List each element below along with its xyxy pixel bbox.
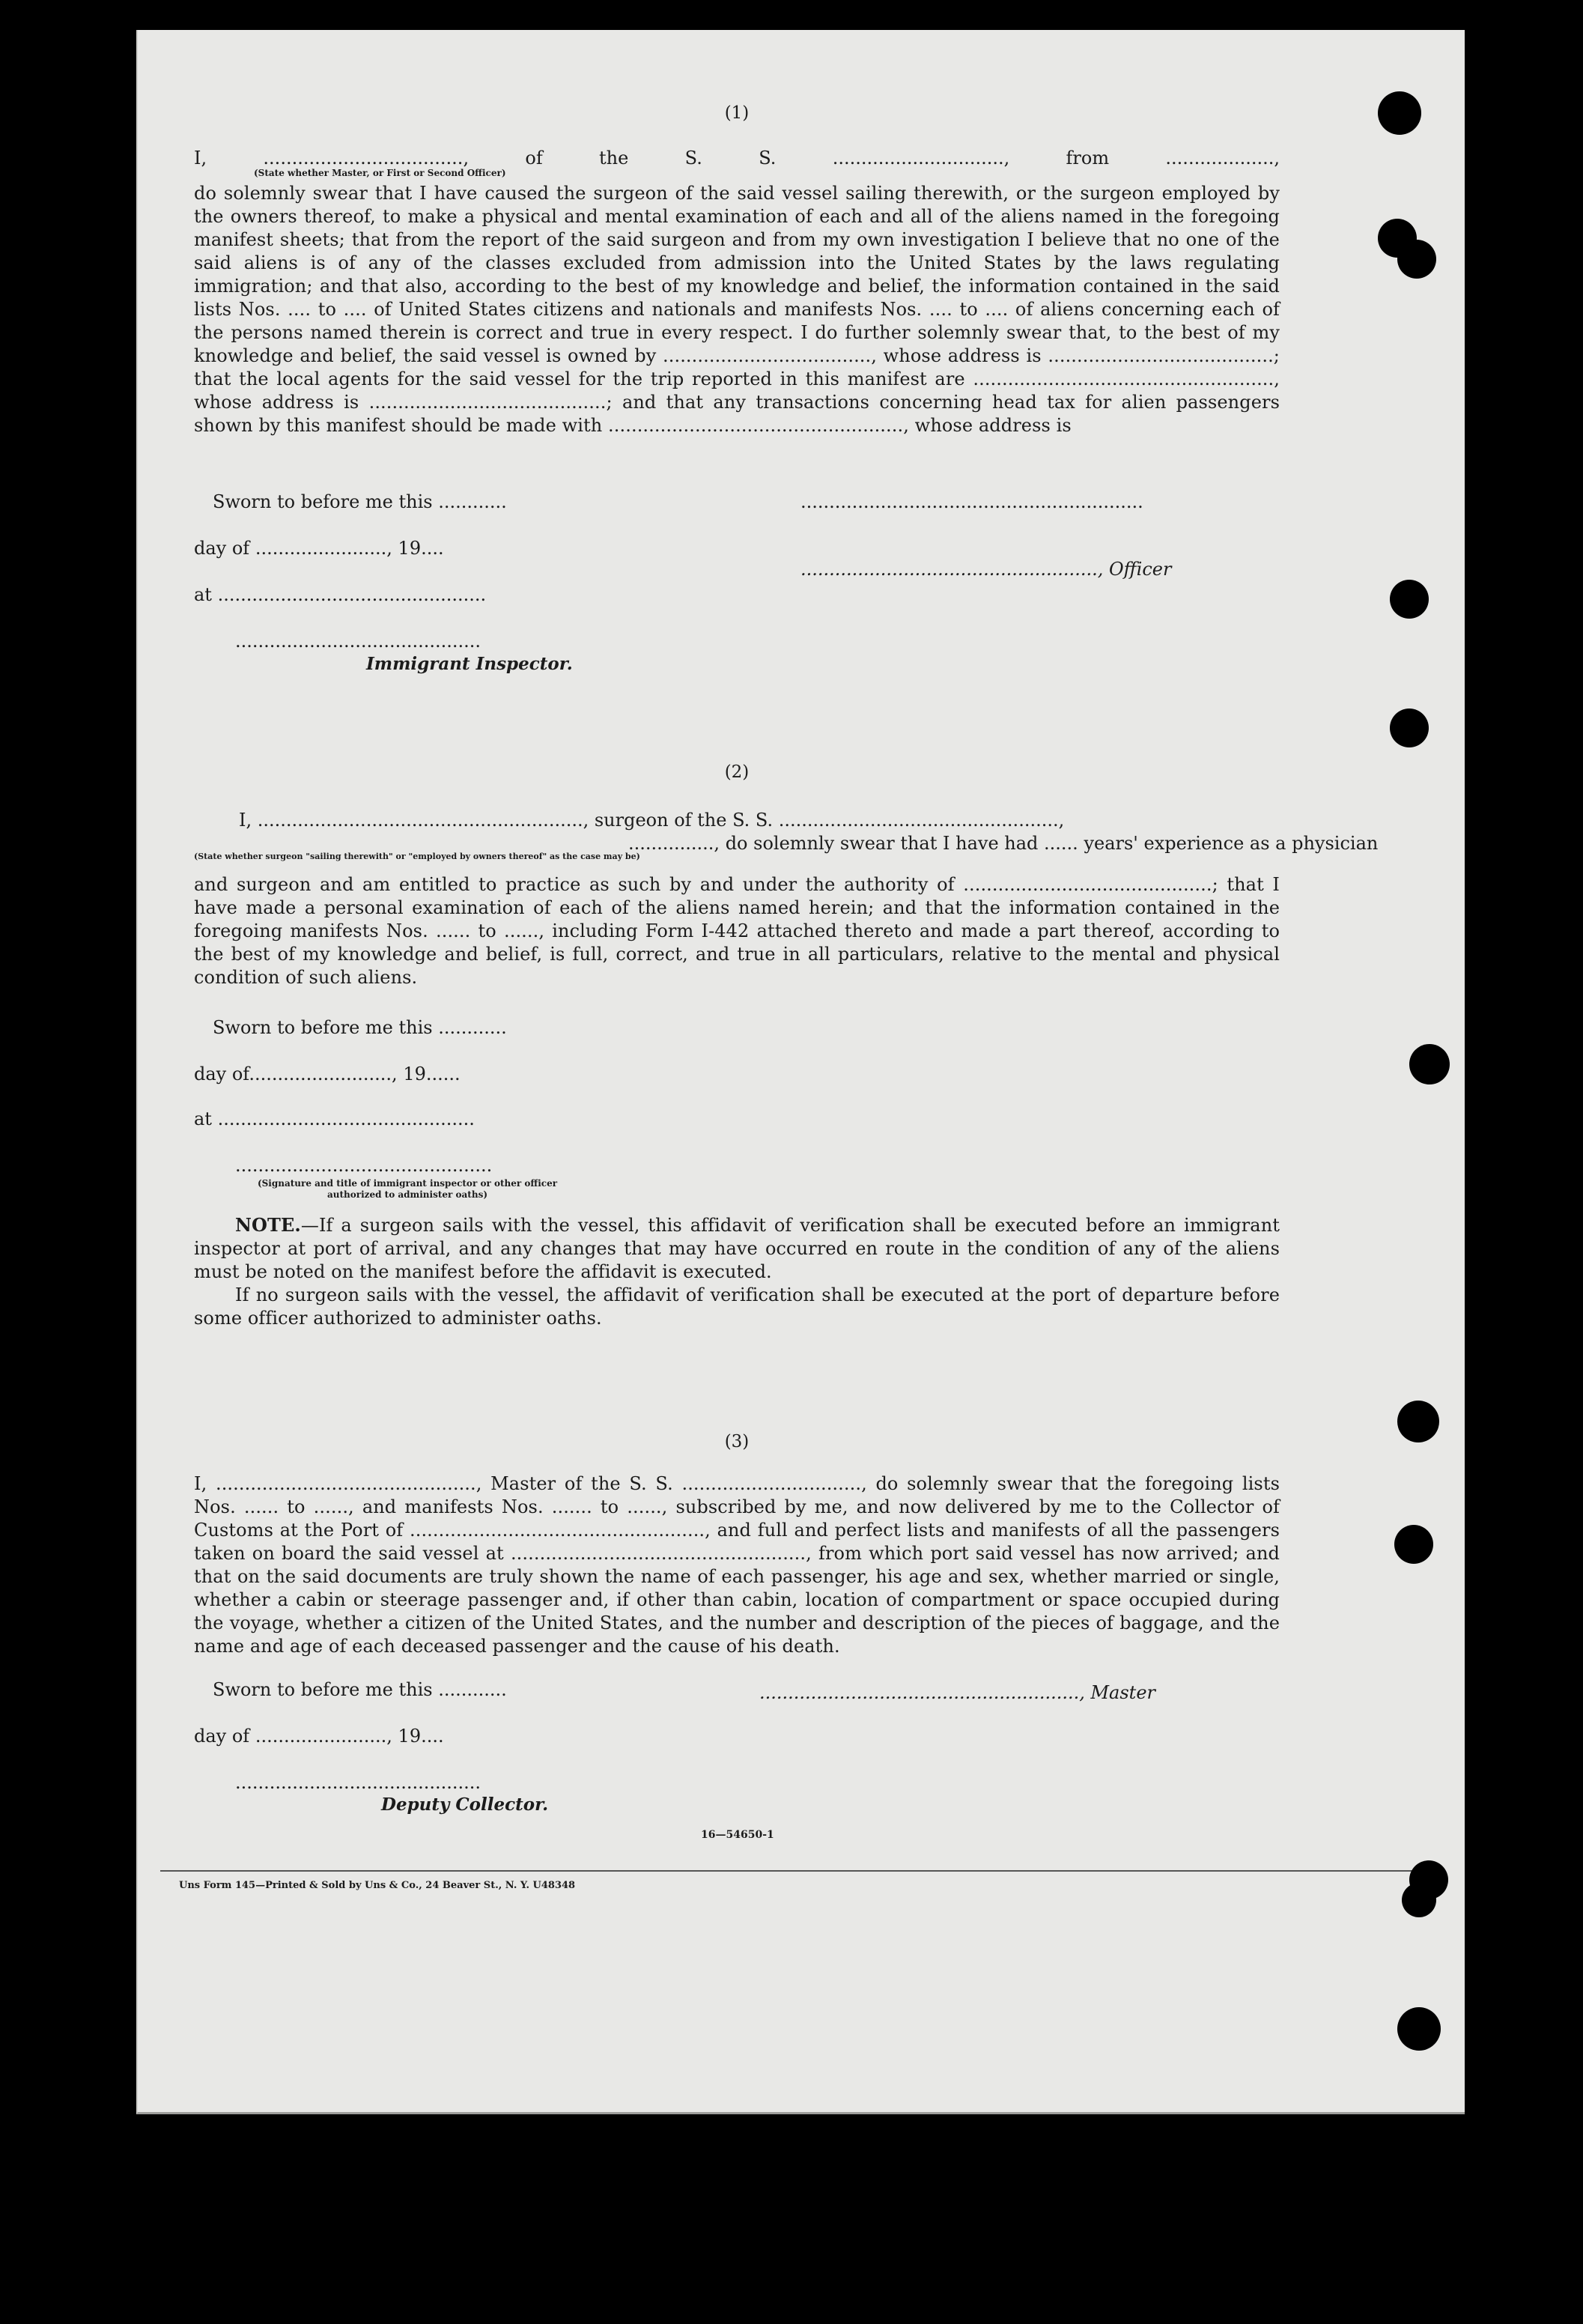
section-2-day: day of........................., 19...... <box>194 1064 461 1084</box>
punch-hole <box>1397 2007 1441 2051</box>
section-1-at: at ............................................... <box>194 584 487 605</box>
section-2-note <box>194 1213 1280 1330</box>
section-1-inspector-title: Immigrant Inspector. <box>366 654 573 674</box>
section-2-signature-line: ............................................. <box>235 1155 493 1176</box>
punch-hole <box>1397 1401 1439 1442</box>
section-3-master-line: ........................................................, Master <box>759 1682 1155 1703</box>
note-text-2: If no surgeon sails with the vessel, the affidavit of verification shall be executed at the port of departure before some officer authorized to administer oaths. <box>194 1284 1280 1329</box>
section-2-at: at ............................................. <box>194 1108 475 1129</box>
printer-footer: Uns Form 145—Printed & Sold by Uns & Co., 24 Beaver St., N. Y. U48348 <box>179 1880 576 1891</box>
punch-hole <box>1397 240 1436 279</box>
section-2-number: (2) <box>724 762 750 782</box>
section-3-oath-text: I, ............................................., Master of the S. S. ..............................., do solemnly swear that the foregoing lists Nos. ...... to ......, and manifests Nos. ....... to ......, subscribed by me, and now delivered by me to the Collector of Customs at the Port of ..................................................., and full and perfect lists and manifests of all the passengers taken on board the said vessel at ..................................................., from which port said vessel has now arrived; and that on the said documents are truly shown the name of each passenger, his age and sex, whether married or single, whether a cabin or steerage passenger and, if other than cabin, location of compartment or space occupied during the voyage, whether a citizen of the United States, and the number and description of the pieces of baggage, and the name and age of each deceased passenger and the cause of his death. <box>194 1473 1280 1657</box>
section-2-experience-line: ..............., do solemnly swear that I have had ...... years' experience as a physician <box>628 833 1379 854</box>
footer-rule <box>160 1870 1433 1872</box>
punch-hole <box>1390 709 1429 747</box>
section-3-collector-title: Deputy Collector. <box>381 1794 549 1815</box>
punch-hole <box>1402 1883 1436 1917</box>
section-1-officer-line: ...................................................., Officer <box>800 559 1172 580</box>
section-3-collector-line: ........................................... <box>235 1772 481 1793</box>
section-1-oath-text: do solemnly swear that I have caused the surgeon of the said vessel sailing therewith, or the surgeon employed by the owners thereof, to make a physical and mental examination of each and all of the aliens named in the foregoing manifest sheets; that from the report of the said surgeon and from my own investigation I believe that no one of the said aliens is of any of the classes excluded from admission into the United States by the laws regulating immigration; and that also, according to the best of my knowledge and belief, the information contained in the said lists Nos. .... to .... of United States citizens and nationals and manifests Nos. .... to .... of aliens concerning each of the persons named therein is correct and true in every respect. I do further solemnly swear that, to the best of my knowledge and belief, the said vessel is owned by ...................................., whose address is .......................................; that the local agents for the said vessel for the trip reported in this manifest are ...................................................., whose address is .........................................; and that any transactions concerning head tax for alien passengers shown by this manifest should be made with ..................................................., whose address is <box>194 183 1280 436</box>
section-3-number: (3) <box>724 1432 750 1451</box>
section-2-declarant-note: (State whether surgeon "sailing therewith" or "employed by owners thereof" as the case may be) <box>194 852 640 861</box>
section-2 <box>194 809 1379 989</box>
punch-hole <box>1378 91 1421 135</box>
section-1-inspector-line: ........................................... <box>235 631 481 652</box>
section-1-day: day of ......................., 19.... <box>194 538 444 559</box>
section-2-signature-note: (Signature and title of immigrant inspector or other officer authorized to administer oaths) <box>257 1178 558 1200</box>
punch-hole <box>1390 580 1429 619</box>
form-code: 16—54650-1 <box>701 1829 774 1841</box>
section-1-sworn: Sworn to before me this ............ <box>213 491 507 512</box>
section-1-declarant-note: (State whether Master, or First or Second Officer) <box>254 168 506 178</box>
section-3 <box>194 1472 1280 1658</box>
section-3-day: day of ......................., 19.... <box>194 1726 444 1747</box>
note-label: NOTE. <box>235 1214 301 1236</box>
manifest-page <box>136 30 1465 2114</box>
section-1 <box>194 147 1280 437</box>
section-2-declarant-line: I, ........................................................., surgeon of the S. S. ................................................., <box>239 810 1065 831</box>
section-2-oath-text: and surgeon and am entitled to practice as such by and under the authority of ...........................................; that I have made a personal examination of each of the aliens named herein; and that the information contained in the foregoing manifests Nos. ...... to ......, including Form I-442 attached thereto and made a part thereof, according to the best of my knowledge and belief, is full, correct, and true in all particulars, relative to the mental and physical condition of such aliens. <box>194 874 1280 988</box>
section-2-sworn: Sworn to before me this ............ <box>213 1017 507 1038</box>
section-1-number: (1) <box>724 103 750 123</box>
section-3-sworn: Sworn to before me this ............ <box>213 1679 507 1700</box>
section-1-declarant-line: I, ..................................., of the S. S. .............................., from ..................., <box>194 148 1280 169</box>
punch-hole <box>1409 1044 1450 1084</box>
note-text-1: —If a surgeon sails with the vessel, this affidavit of verification shall be executed before an immigrant inspector at port of arrival, and any changes that may have occurred en route in the condition of any of the aliens must be noted on the manifest before the affidavit is executed. <box>194 1215 1280 1282</box>
punch-hole <box>1394 1525 1433 1564</box>
section-1-signature-line: ............................................................ <box>800 491 1143 512</box>
